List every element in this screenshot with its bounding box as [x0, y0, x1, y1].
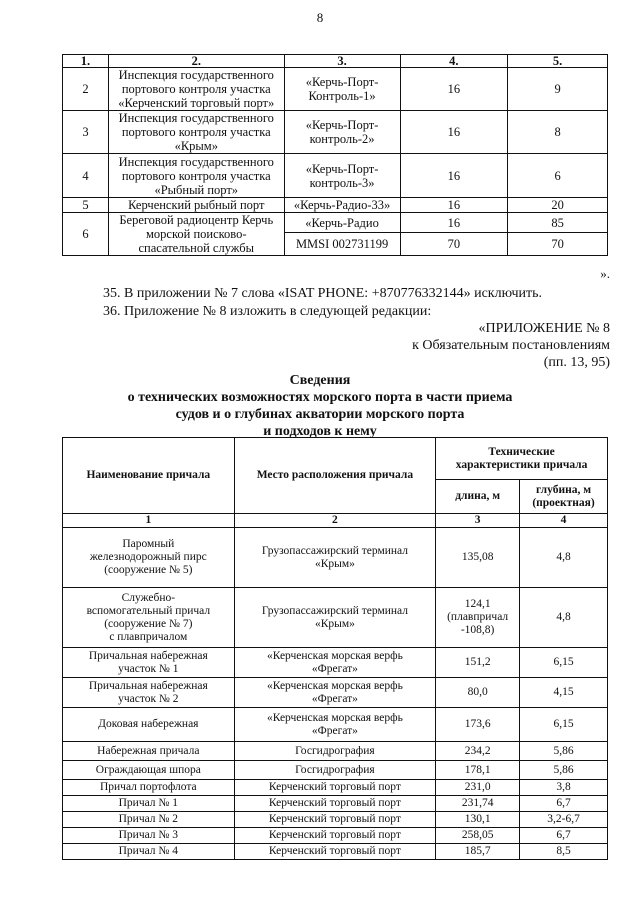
cell-line: Причал № 4 — [118, 845, 179, 857]
header-cell: 3 — [436, 514, 520, 528]
header-cell: 4 — [520, 514, 608, 528]
cell-line: «Керчь-Радио-33» — [293, 198, 391, 212]
cell-line: портового контроля участка — [121, 82, 271, 96]
header-line: характеристики причала — [455, 458, 588, 471]
header-cell: 1. — [63, 55, 109, 68]
cell-line: морской поисково- — [145, 227, 247, 241]
cell-line: «Крым» — [314, 557, 355, 570]
section-title: Сведения — [289, 373, 351, 388]
table-cell: 5 — [63, 198, 109, 213]
cell-line: Госгидрография — [295, 744, 375, 757]
cell-line: спасательной службы — [138, 241, 255, 255]
cell-line: -108,8) — [460, 624, 495, 636]
cell-line: Причальная набережная — [88, 679, 208, 692]
table-cell — [63, 761, 235, 780]
cell-line: «Фрегат» — [311, 724, 358, 737]
table-cell: 3,8 — [520, 780, 608, 796]
cell-line: «Керченская морская верфь — [266, 649, 403, 662]
table-cell: 6,15 — [520, 708, 608, 742]
header-cell: 4. — [400, 55, 508, 68]
header-line: (проектная) — [532, 496, 595, 509]
table-row — [63, 780, 608, 796]
table-cell — [108, 154, 284, 198]
table-cell — [284, 111, 400, 154]
cell-line: «Фрегат» — [311, 662, 358, 675]
header-cell: Место расположения причала — [234, 438, 436, 514]
table-cell — [234, 678, 436, 708]
table-cell — [234, 844, 436, 860]
section-title-line: и подходов к нему — [263, 424, 377, 439]
header-cell: 2. — [108, 55, 284, 68]
table-cell — [436, 588, 520, 648]
table-cell: 20 — [508, 198, 608, 213]
table-cell — [63, 708, 235, 742]
table-cell — [234, 648, 436, 678]
cell-line: Керченский торговый порт — [268, 781, 401, 793]
table-cell — [234, 812, 436, 828]
cell-line: «Фрегат» — [311, 692, 358, 705]
table-cell — [63, 648, 235, 678]
table-cell: 3,2-6,7 — [520, 812, 608, 828]
table-row — [63, 742, 608, 761]
appendix-clauses: (пп. 13, 95) — [543, 355, 610, 370]
table-cell — [436, 742, 520, 761]
table-cell — [63, 796, 235, 812]
table-cell: 16 — [400, 68, 508, 111]
cell-line: 178,1 — [464, 763, 491, 776]
table-cell — [63, 588, 235, 648]
cell-line: портового контроля участка — [121, 125, 271, 139]
cell-line: Причал № 3 — [118, 829, 179, 841]
cell-line: Инспекция государственного — [118, 154, 274, 169]
table-cell — [108, 68, 284, 111]
header-cell: 1 — [63, 514, 235, 528]
paragraph-36: 36. Приложение № 8 изложить в следующей редакции: — [103, 304, 432, 319]
header-cell: 2 — [234, 514, 436, 528]
table-cell: 16 — [400, 198, 508, 213]
cell-line: Служебно- — [121, 591, 176, 604]
table-cell — [234, 796, 436, 812]
table-cell — [234, 828, 436, 844]
table-cell — [63, 678, 235, 708]
table-row — [63, 761, 608, 780]
cell-line: Инспекция государственного — [118, 111, 274, 125]
table-cell: «Керчь-Радио — [284, 213, 400, 233]
table-cell: 6 — [508, 154, 608, 198]
table-cell — [436, 708, 520, 742]
cell-line: 80,0 — [467, 686, 488, 698]
table-cell — [63, 780, 235, 796]
table-cell: 70 — [508, 233, 608, 256]
table-cell: 8 — [508, 111, 608, 154]
table-cell — [436, 796, 520, 812]
cell-line: участок № 2 — [118, 692, 179, 705]
header-cell — [436, 438, 608, 480]
table-cell — [436, 648, 520, 678]
cell-line: железнодорожный пирс — [89, 551, 207, 563]
cell-line: Керченский торговый порт — [268, 813, 401, 825]
table-row — [63, 213, 608, 233]
cell-line: (плавпричал — [447, 611, 509, 623]
cell-line: «Керченский торговый порт» — [118, 96, 275, 110]
cell-line: 124,1 — [464, 598, 491, 610]
table-cell — [234, 780, 436, 796]
cell-line: 173,6 — [464, 718, 491, 730]
radio-stations-table — [62, 54, 608, 256]
table-cell — [63, 828, 235, 844]
cell-line: Керченский торговый порт — [268, 797, 401, 809]
header-cell: длина, м — [436, 480, 520, 514]
cell-line: 151,2 — [464, 656, 491, 668]
table-cell — [108, 111, 284, 154]
column-numbers-row — [63, 514, 608, 528]
closing-quote: ». — [600, 266, 610, 281]
table-cell: 3 — [63, 111, 109, 154]
cell-line: «Керченская морская верфь — [266, 711, 403, 724]
table-row — [63, 796, 608, 812]
header-line: глубина, м — [536, 483, 592, 496]
header-cell: 5. — [508, 55, 608, 68]
table-cell — [436, 678, 520, 708]
table-row — [63, 198, 608, 213]
table-cell — [436, 828, 520, 844]
table-cell — [63, 844, 235, 860]
cell-line: 234,2 — [464, 744, 491, 757]
cell-line: Керченский рыбный порт — [128, 198, 265, 212]
table-row — [63, 708, 608, 742]
table-cell — [436, 761, 520, 780]
page-number: 8 — [316, 10, 324, 25]
table-cell: 4,8 — [520, 528, 608, 588]
table-cell — [108, 213, 284, 256]
table-cell: 5,86 — [520, 742, 608, 761]
cell-line: Причальная набережная — [88, 649, 208, 662]
table-cell: 85 — [508, 213, 608, 233]
cell-line: Инспекция государственного — [118, 68, 274, 82]
table-row — [63, 844, 608, 860]
cell-line: Причал № 1 — [118, 797, 179, 809]
table-cell — [436, 528, 520, 588]
cell-line: 231,0 — [464, 781, 491, 793]
table-row — [63, 528, 608, 588]
table-cell: 4 — [63, 154, 109, 198]
cell-line: (сооружение № 5) — [104, 564, 193, 576]
table-header-row — [63, 55, 608, 68]
table-cell — [63, 812, 235, 828]
table-cell: 8,5 — [520, 844, 608, 860]
table-cell — [284, 198, 400, 213]
cell-line: участок № 1 — [118, 662, 179, 675]
cell-line: 185,7 — [464, 845, 491, 857]
table-cell: 5,86 — [520, 761, 608, 780]
table-cell — [284, 154, 400, 198]
table-row — [63, 111, 608, 154]
appendix-heading: «ПРИЛОЖЕНИЕ № 8 — [478, 321, 610, 336]
cell-line: «Керченская морская верфь — [266, 679, 403, 692]
table-row — [63, 812, 608, 828]
cell-line: с плавпричалом — [109, 630, 188, 643]
cell-line: Контроль-1» — [308, 89, 376, 103]
table-cell — [234, 708, 436, 742]
cell-line: Ограждающая шпора — [95, 763, 201, 776]
table-row — [63, 648, 608, 678]
table-cell: 2 — [63, 68, 109, 111]
cell-line: Керченский торговый порт — [268, 845, 401, 857]
table-cell — [108, 198, 284, 213]
table-cell: 16 — [400, 111, 508, 154]
table-cell — [234, 588, 436, 648]
cell-line: Береговой радиоцентр Керчь — [119, 213, 274, 227]
header-cell: Наименование причала — [63, 438, 235, 514]
table-cell: 70 — [400, 233, 508, 256]
header-cell: 3. — [284, 55, 400, 68]
section-title-line: о технических возможностях морского порта в части приема — [127, 390, 513, 405]
appendix-reference: к Обязательным постановлениям — [412, 338, 610, 353]
table-cell — [234, 761, 436, 780]
cell-line: «Керчь-Порт- — [305, 118, 379, 132]
cell-line: Госгидрография — [295, 763, 375, 776]
cell-line: «Крым» — [174, 139, 218, 153]
table-row — [63, 588, 608, 648]
cell-line: «Керчь-Порт- — [305, 161, 379, 176]
cell-line: портового контроля участка — [121, 168, 271, 183]
table-cell: MMSI 002731199 — [284, 233, 400, 256]
paragraph-35: 35. В приложении № 7 слова «ISAT PHONE: +870776332144» исключить. — [103, 286, 543, 301]
cell-line: Грузопассажирский терминал — [261, 544, 408, 557]
berths-table — [62, 437, 608, 860]
table-row — [63, 68, 608, 111]
table-cell — [63, 742, 235, 761]
cell-line: 231,74 — [461, 797, 494, 809]
cell-line: 130,1 — [464, 813, 491, 825]
table-header-row — [63, 438, 608, 480]
table-cell: 6,7 — [520, 796, 608, 812]
cell-line: Доковая набережная — [98, 718, 199, 730]
cell-line: Керченский торговый порт — [268, 829, 401, 841]
table-cell: 16 — [400, 213, 508, 233]
cell-line: контроль-2» — [309, 132, 375, 146]
table-cell — [436, 844, 520, 860]
table-row — [63, 154, 608, 198]
table-cell — [234, 528, 436, 588]
cell-line: «Рыбный порт» — [154, 182, 239, 197]
table-cell: 16 — [400, 154, 508, 198]
cell-line: Причал № 2 — [118, 813, 179, 825]
table-cell: 6,7 — [520, 828, 608, 844]
section-title-line: судов и о глубинах акватории морского порта — [175, 407, 465, 422]
header-cell — [520, 480, 608, 514]
table-cell: 4,15 — [520, 678, 608, 708]
cell-line: (сооружение № 7) — [104, 617, 193, 630]
cell-line: контроль-3» — [309, 175, 375, 190]
cell-line: Причал портофлота — [99, 781, 197, 793]
cell-line: «Крым» — [314, 617, 355, 630]
table-cell: 4,8 — [520, 588, 608, 648]
table-row — [63, 678, 608, 708]
header-line: Технические — [488, 445, 555, 458]
cell-line: «Керчь-Порт- — [305, 75, 379, 89]
cell-line: Паромный — [122, 538, 175, 550]
cell-line: Набережная причала — [97, 744, 200, 757]
cell-line: 258,05 — [461, 829, 494, 841]
table-cell — [234, 742, 436, 761]
cell-line: Грузопассажирский терминал — [261, 604, 408, 617]
table-cell: 9 — [508, 68, 608, 111]
table-row — [63, 828, 608, 844]
table-cell — [436, 812, 520, 828]
cell-line: 135,08 — [461, 551, 494, 563]
table-cell — [436, 780, 520, 796]
cell-line: вспомогательный причал — [86, 604, 211, 617]
table-cell — [284, 68, 400, 111]
table-cell: 6 — [63, 213, 109, 256]
table-cell — [63, 528, 235, 588]
table-cell: 6,15 — [520, 648, 608, 678]
